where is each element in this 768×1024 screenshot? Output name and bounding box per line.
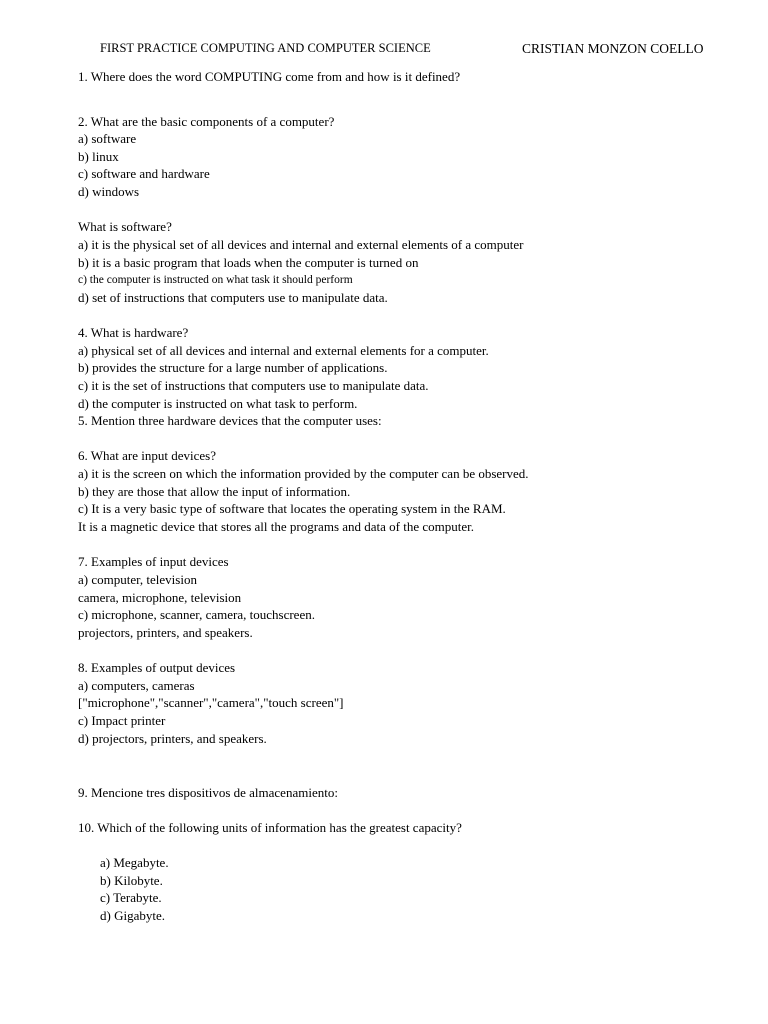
option-line: a) software (78, 131, 137, 146)
option-line: d) set of instructions that computers use to manipulate data. (78, 290, 388, 305)
option-line: a) it is the physical set of all devices and internal and external elements of a computer (78, 237, 524, 252)
question-10: 10. Which of the following units of information has the greatest capacity? (78, 820, 462, 835)
document-title: FIRST PRACTICE COMPUTING AND COMPUTER SCIENCE (100, 41, 431, 55)
option-line: It is a magnetic device that stores all the programs and data of the computer. (78, 519, 475, 534)
option-line: c) It is a very basic type of software that locates the operating system in the RAM. (78, 501, 506, 516)
option-line: a) it is the screen on which the information provided by the computer can be observed. (78, 466, 529, 481)
option-line: a) computers, cameras (78, 678, 195, 693)
question-4: 4. What is hardware? (78, 325, 189, 340)
option-line: projectors, printers, and speakers. (78, 625, 253, 640)
question-6: 6. What are input devices? (78, 448, 217, 463)
question-8: 8. Examples of output devices (78, 660, 236, 675)
question-3: What is software? (78, 219, 172, 234)
question-7: 7. Examples of input devices (78, 554, 229, 569)
option-line: a) physical set of all devices and internal and external elements for a computer. (78, 343, 489, 358)
option-line: c) microphone, scanner, camera, touchscreen. (78, 607, 315, 622)
option-line: b) linux (78, 149, 119, 164)
option-line: camera, microphone, television (78, 590, 242, 605)
option-line: d) projectors, printers, and speakers. (78, 731, 267, 746)
question-1: 1. Where does the word COMPUTING come from and how is it defined? (78, 69, 461, 84)
question-5: 5. Mention three hardware devices that the computer uses: (78, 413, 382, 428)
option-line: d) Gigabyte. (100, 908, 165, 923)
option-line: c) it is the set of instructions that computers use to manipulate data. (78, 378, 429, 393)
question-9: 9. Mencione tres dispositivos de almacenamiento: (78, 785, 338, 800)
question-2: 2. What are the basic components of a computer? (78, 114, 335, 129)
option-line: ["microphone","scanner","camera","touch screen"] (78, 695, 344, 710)
option-line: b) provides the structure for a large number of applications. (78, 360, 388, 375)
option-line: a) Megabyte. (100, 855, 169, 870)
option-line: d) windows (78, 184, 140, 199)
option-line: c) software and hardware (78, 166, 210, 181)
option-line: c) the computer is instructed on what task it should perform (78, 274, 353, 286)
option-line: a) computer, television (78, 572, 197, 587)
option-line: c) Impact printer (78, 713, 166, 728)
option-line: c) Terabyte. (100, 890, 162, 905)
option-line: b) Kilobyte. (100, 873, 163, 888)
option-line: b) it is a basic program that loads when the computer is turned on (78, 255, 419, 270)
option-line: d) the computer is instructed on what task to perform. (78, 396, 358, 411)
option-line: b) they are those that allow the input of information. (78, 484, 351, 499)
author-name: CRISTIAN MONZON COELLO (522, 41, 704, 56)
